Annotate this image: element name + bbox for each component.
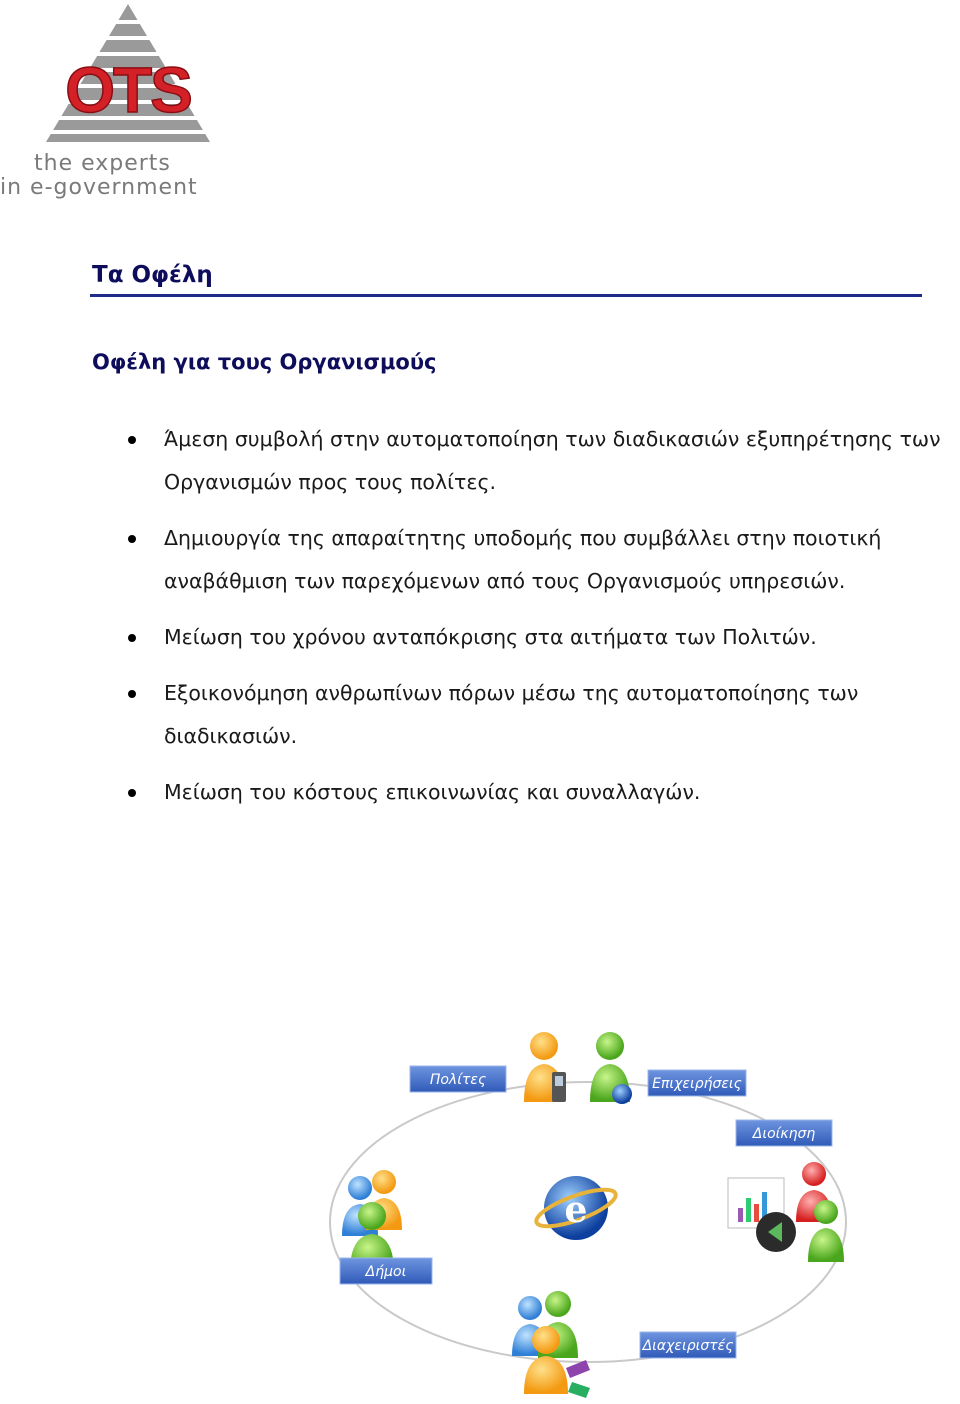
e-government-diagram xyxy=(300,1022,878,1400)
label-managers-text: Διαχειριστές xyxy=(642,1338,734,1354)
managers-people-icon xyxy=(512,1291,590,1398)
list-item-text: Δημιουργία της απαραίτητης υποδομής που συμβάλλει στην ποιοτική αναβάθμιση των παρεχόμενων από τους Οργανισμούς υπηρεσιών. xyxy=(164,526,882,593)
label-businesses-text: Επιχειρήσεις xyxy=(652,1076,742,1092)
svg-text:e: e xyxy=(564,1189,588,1231)
list-item xyxy=(0,418,960,504)
list-item-text: Μείωση του κόστους επικοινωνίας και συναλλαγών. xyxy=(164,780,701,804)
list-item xyxy=(0,771,960,814)
section-heading: Οφέλη για τους Οργανισμούς xyxy=(92,350,437,374)
bullet-icon xyxy=(128,436,136,444)
label-citizens-text: Πολίτες xyxy=(429,1072,487,1088)
bullet-icon xyxy=(128,690,136,698)
page-title: Τα Οφέλη xyxy=(92,262,213,288)
label-businesses xyxy=(648,1070,746,1096)
ots-logo xyxy=(0,0,270,215)
ots-brand-text: OTS xyxy=(65,54,191,126)
bullet-icon xyxy=(128,789,136,797)
diagram-svg xyxy=(300,1022,878,1400)
list-item xyxy=(0,517,960,603)
title-divider xyxy=(90,294,922,297)
label-administration-text: Διοίκηση xyxy=(752,1126,816,1142)
business-person-icon xyxy=(590,1032,632,1104)
benefits-list xyxy=(0,418,960,827)
label-managers xyxy=(640,1332,736,1358)
logo-tagline xyxy=(0,152,270,200)
label-citizens xyxy=(410,1066,506,1092)
list-item-text: Εξοικονόμηση ανθρωπίνων πόρων μέσω της αυτοματοποίησης των διαδικασιών. xyxy=(164,681,859,748)
label-municipalities-text: Δήμοι xyxy=(365,1264,407,1280)
label-administration xyxy=(736,1120,832,1146)
list-item-text: Μείωση του χρόνου ανταπόκρισης στα αιτήματα των Πολιτών. xyxy=(164,625,817,649)
municipality-people-icon xyxy=(342,1170,402,1272)
ots-logo-mark xyxy=(0,0,270,150)
tagline-line-2: in e-government xyxy=(0,175,198,200)
list-item xyxy=(0,616,960,659)
internet-globe-icon xyxy=(532,1176,619,1240)
label-municipalities xyxy=(340,1258,432,1284)
bullet-icon xyxy=(128,535,136,543)
citizen-person-icon xyxy=(524,1032,566,1102)
tagline-line-1: the experts xyxy=(34,151,171,176)
list-item xyxy=(0,672,960,758)
list-item-text: Άμεση συμβολή στην αυτοματοποίηση των διαδικασιών εξυπηρέτησης των Οργανισμών προς τους πολίτες. xyxy=(164,427,941,494)
bullet-icon xyxy=(128,634,136,642)
